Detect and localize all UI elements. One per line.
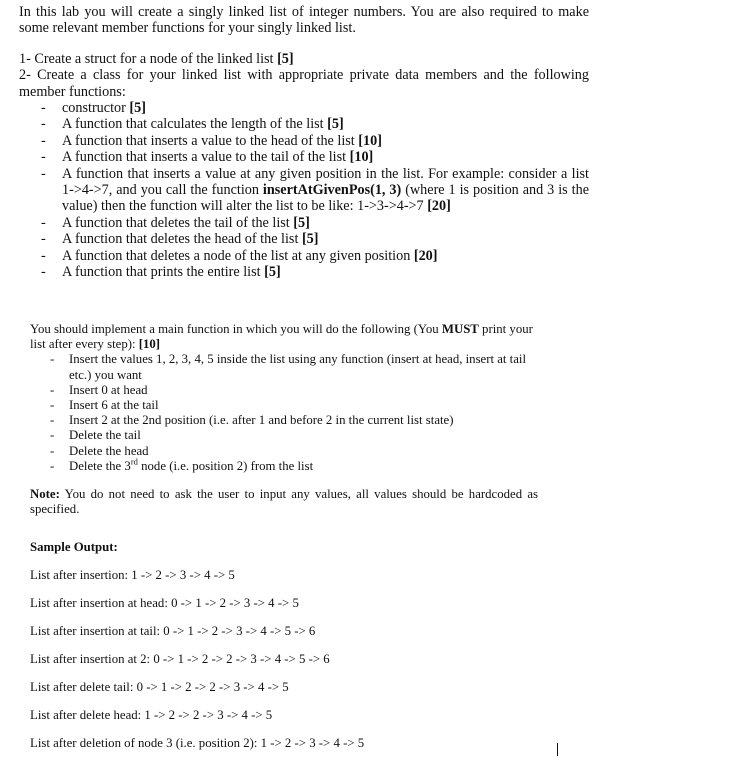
function-name: insertAtGivenPos(1, 3): [262, 182, 402, 199]
list-item: - A function that inserts a value at any given position in the list. For example: consider a list 1->4->7, and you call the function insertAtGivenPos(1, 3) (where 1 is position and 3 is the value) then the function will alter the list to be like: 1->3->4->7 [20]: [19, 166, 589, 215]
text-cursor: [557, 743, 558, 756]
note-section: [30, 487, 538, 517]
main-function-section: [30, 322, 542, 474]
list-item: - A function that prints the entire list [5]: [19, 264, 589, 280]
sample-line: List after insertion at head: 0 -> 1 -> 2 -> 3 -> 4 -> 5: [30, 596, 299, 610]
list-item: - A function that calculates the length of the list [5]: [19, 116, 589, 132]
list-item: - Delete the tail: [30, 428, 542, 443]
list-item: - Insert 0 at head: [30, 383, 542, 398]
list-item: - A function that inserts a value to the head of the list [10]: [19, 133, 589, 149]
list-item: - Delete the head: [30, 444, 542, 459]
sample-line: List after delete tail: 0 -> 1 -> 2 -> 2 -> 3 -> 4 -> 5: [30, 680, 289, 694]
list-item: - Insert 2 at the 2nd position (i.e. after 1 and before 2 in the current list state): [30, 413, 542, 428]
main-steps-list: [30, 352, 542, 474]
list-item: - constructor [5]: [19, 100, 589, 116]
part-1-marks: [5]: [277, 50, 294, 67]
list-item: - Insert the values 1, 2, 3, 4, 5 inside the list using any function (insert at head, insert at tail etc.) you want: [30, 352, 542, 382]
sample-line: List after insertion: 1 -> 2 -> 3 -> 4 -> 5: [30, 568, 235, 582]
sample-line: List after insertion at 2: 0 -> 1 -> 2 -> 2 -> 3 -> 4 -> 5 -> 6: [30, 652, 330, 666]
sample-line: List after deletion of node 3 (i.e. position 2): 1 -> 2 -> 3 -> 4 -> 5: [30, 736, 365, 750]
member-function-list: [19, 100, 589, 280]
sample-line: List after insertion at tail: 0 -> 1 -> 2 -> 3 -> 4 -> 5 -> 6: [30, 624, 316, 638]
task-description: [19, 4, 589, 281]
list-item: - A function that deletes a node of the list at any given position [20]: [19, 248, 589, 264]
note-label: Note:: [30, 487, 60, 501]
list-item: - Insert 6 at the tail: [30, 398, 542, 413]
list-item: - A function that deletes the head of the list [5]: [19, 231, 589, 247]
part-1: 1- Create a struct for a node of the linked list [5]: [19, 50, 294, 67]
list-item: - A function that inserts a value to the tail of the list [10]: [19, 149, 589, 165]
sample-line: List after delete head: 1 -> 2 -> 2 -> 3 -> 4 -> 5: [30, 708, 273, 722]
sample-output-title: Sample Output:: [30, 540, 118, 554]
intro-paragraph: In this lab you will create a singly linked list of integer numbers. You are also required to make some relevant member functions for your singly linked list.: [19, 4, 589, 37]
part-2: 2- Create a class for your linked list with appropriate private data members and the following member functions:: [19, 67, 589, 100]
list-item: - A function that deletes the tail of the list [5]: [19, 215, 589, 231]
note-text: You do not need to ask the user to input any values, all values should be hardcoded as specified.: [30, 487, 538, 517]
main-instructions: You should implement a main function in which you will do the following (You MUST print your list after every step): [10]: [30, 322, 533, 352]
list-item: - Delete the 3rd node (i.e. position 2) from the list: [30, 459, 542, 474]
